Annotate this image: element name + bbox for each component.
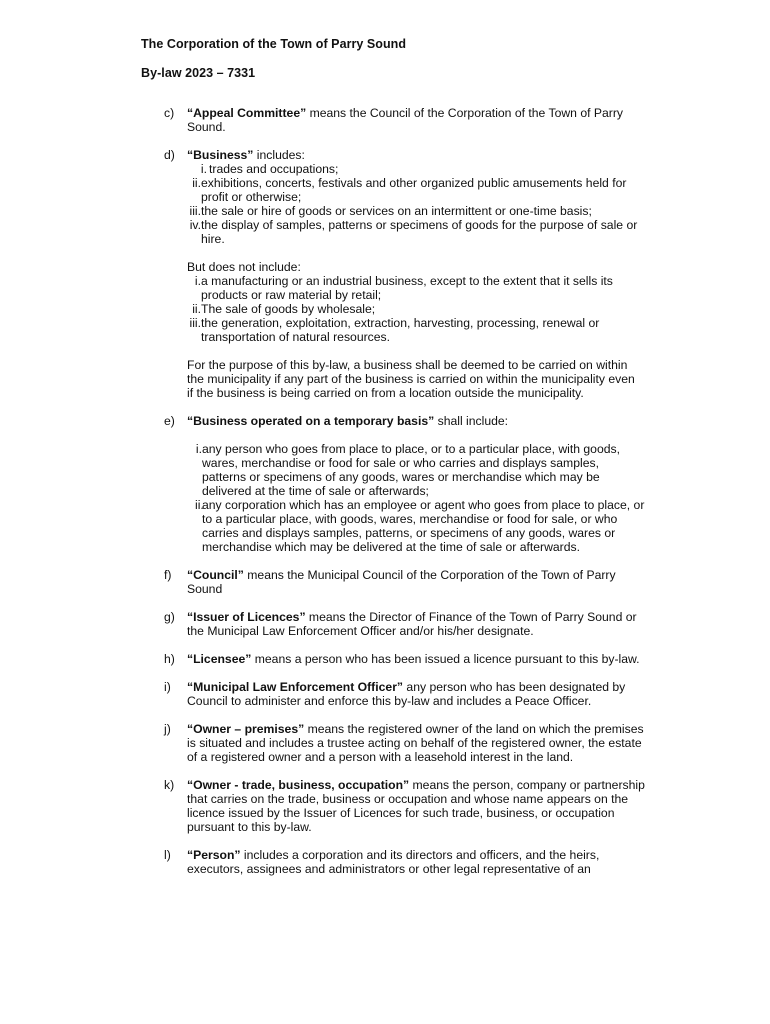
list-item: ii. any corporation which has an employee or agent who goes from place to place, or to a particular place, with goods, wares, merchandise or food for sale, or who carries and displays samples, patterns, or specimens of any goods, wares or merchandise which may be delivered at the time of sale or afterwards. [195,498,645,554]
exclusions-list [187,274,647,344]
definition-l [0,848,770,876]
definition-text: any person who has been designated by Council to administer and enforce this by-law and includes a Peace Officer. [187,680,626,708]
definition-text: includes: [253,148,305,162]
definition-text: means the Director of Finance of the Town of Parry Sound or the Municipal Law Enforcement Officer and/or his/her designate. [187,610,637,638]
definition-text: means the person, company or partnership that carries on the trade, business or occupation and whose name appears on the licence issued by the Issuer of Licences for such trade, business, or occupation pursuant to this by-law. [187,778,645,834]
corporation-name: The Corporation of the Town of Parry Sound [141,37,407,51]
definition-f [0,568,770,596]
definition-k [0,778,770,834]
defined-term: “Business operated on a temporary basis” [187,414,435,428]
definition-text: means the Council of the Corporation of the Town of Parry Sound. [187,106,624,134]
exclusion-intro: But does not include: [187,260,301,274]
definition-text: shall include: [434,414,509,428]
list-item: ii. The sale of goods by wholesale; [192,302,376,316]
definition-letter: k) [164,778,175,792]
temporary-business-list [195,442,645,554]
defined-term: “Council” [187,568,244,582]
list-item: ii. exhibitions, concerts, festivals and other organized public amusements held for profit or otherwise; [192,176,627,204]
definition-text: means the registered owner of the land on which the premises is situated and includes a trustee acting on behalf of the registered owner, the estate of a registered owner and a person with a leasehold interest in the land. [187,722,644,764]
defined-term: “Issuer of Licences” [187,610,306,624]
defined-term: “Business” [187,148,254,162]
defined-term: “Owner - trade, business, occupation” [187,778,410,792]
definition-text: includes a corporation and its directors and officers, and the heirs, executors, assignees and administrators or other legal representative of an [187,848,600,876]
definition-j [0,722,770,764]
definition-d [0,148,770,162]
list-item: i. a manufacturing or an industrial business, except to the extent that it sells its products or raw material by retail; [194,274,613,302]
definition-letter: j) [164,722,171,736]
definition-letter: h) [164,652,175,666]
list-item: iv. the display of samples, patterns or specimens of goods for the purpose of sale or hire. [189,218,638,246]
definition-g [0,610,770,638]
defined-term: “Municipal Law Enforcement Officer” [187,680,404,694]
inclusions-list [187,162,647,246]
business-location-note: For the purpose of this by-law, a business shall be deemed to be carried on within the municipality if any part of the business is carried on within the municipality even if the business is being carried on from a location outside the municipality. [187,358,635,400]
definition-text: means the Municipal Council of the Corporation of the Town of Parry Sound [187,568,616,596]
definition-letter: l) [164,848,171,862]
definition-i [0,680,770,708]
list-item: i. any person who goes from place to place, or to a particular place, with goods, wares, merchandise or food for sale or who carries and displays samples, patterns or specimens of any goods, wares or merchandise which may be delivered at the time of sale or afterwards; [195,442,620,498]
definition-h [0,652,770,666]
bylaw-number: By-law 2023 – 7331 [141,66,256,80]
definition-e [0,414,770,428]
definition-letter: c) [164,106,175,120]
defined-term: “Owner – premises” [187,722,305,736]
definition-letter: f) [164,568,172,582]
defined-term: “Person” [187,848,241,862]
list-item: iii. the generation, exploitation, extraction, harvesting, processing, renewal or transportation of natural resources. [189,316,600,344]
definition-letter: i) [164,680,171,694]
definition-c [0,106,770,134]
list-item: i. trades and occupations; [200,162,339,176]
definitions-list [0,106,770,876]
defined-term: “Appeal Committee” [187,106,307,120]
definition-text: means a person who has been issued a licence pursuant to this by-law. [251,652,640,666]
definition-letter: d) [164,148,175,162]
list-item: iii. the sale or hire of goods or services on an intermittent or one-time basis; [189,204,592,218]
defined-term: “Licensee” [187,652,252,666]
definition-letter: e) [164,414,175,428]
definition-letter: g) [164,610,175,624]
